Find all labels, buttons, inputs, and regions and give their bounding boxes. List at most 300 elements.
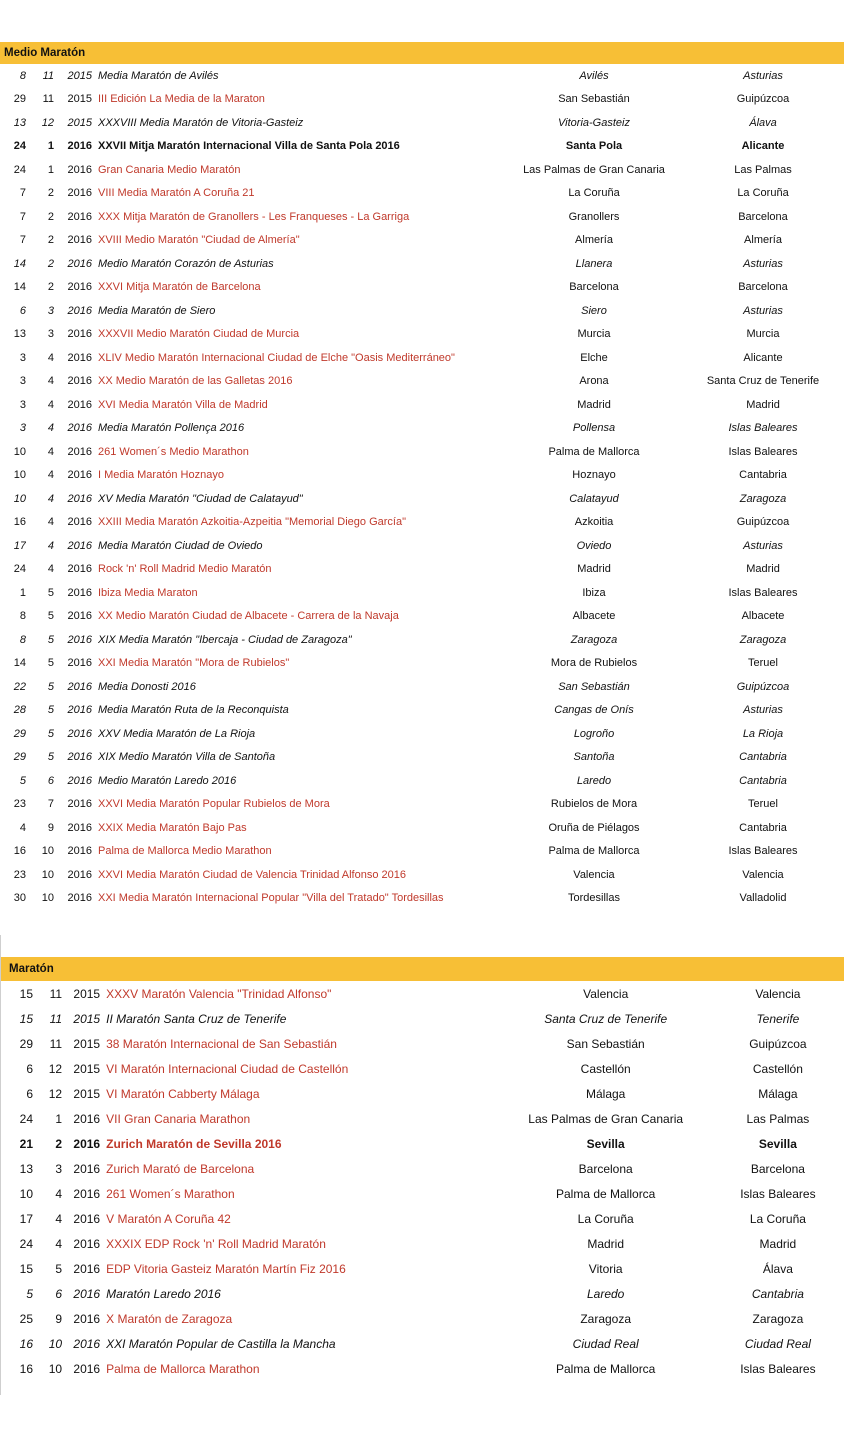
race-province: Asturias (743, 69, 783, 82)
race-city: Pollensa (572, 422, 616, 435)
race-city: Palma de Mallorca (555, 1186, 656, 1201)
race-name-link: Medio Maratón Laredo 2016 (98, 774, 237, 787)
race-month: 10 (41, 868, 54, 881)
race-month: 5 (47, 704, 54, 717)
half-marathon-section (0, 42, 844, 910)
race-city: Palma de Mallorca (548, 445, 640, 458)
section-header-half: Medio Maratón (0, 42, 844, 64)
race-year: 2016 (73, 1161, 101, 1176)
race-month: 1 (55, 1111, 63, 1126)
race-province: Asturias (743, 304, 783, 317)
race-day: 29 (13, 93, 26, 106)
race-name-link[interactable]: XLIV Medio Maratón Internacional Ciudad de Elche "Oasis Mediterráneo" (98, 351, 455, 364)
race-province: Alicante (741, 140, 785, 153)
race-province: Ciudad Real (744, 1336, 811, 1351)
race-row (0, 863, 844, 887)
race-city: Madrid (587, 1236, 625, 1251)
race-city: Ciudad Real (572, 1336, 639, 1351)
race-name-link[interactable]: 261 Women´s Medio Marathon (98, 445, 249, 458)
race-day: 6 (26, 1086, 34, 1101)
race-day: 16 (13, 845, 26, 858)
race-name-link: XIX Medio Maratón Villa de Santoña (98, 751, 276, 764)
race-city: Santoña (573, 751, 615, 764)
race-month: 4 (47, 516, 54, 529)
race-month: 2 (47, 281, 54, 294)
race-row (0, 299, 844, 323)
race-city: Elche (580, 351, 608, 364)
race-month: 6 (55, 1286, 63, 1301)
race-row (0, 64, 844, 88)
race-row (1, 1181, 844, 1206)
race-row (0, 605, 844, 629)
race-row (0, 534, 844, 558)
race-name-link: XXVII Mitja Maratón Internacional Villa de Santa Pola 2016 (98, 140, 400, 153)
race-name-link[interactable]: Zurich Marató de Barcelona (106, 1161, 255, 1176)
race-row (0, 558, 844, 582)
race-row (0, 346, 844, 370)
race-city: Ibiza (582, 586, 606, 599)
race-province: Barcelona (738, 281, 788, 294)
marathon-table (1, 981, 844, 1381)
race-year: 2016 (67, 304, 92, 317)
race-month: 4 (55, 1186, 63, 1201)
race-row (1, 1081, 844, 1106)
race-city: Hoznayo (572, 469, 616, 482)
race-row (0, 722, 844, 746)
race-name-link[interactable]: XXVI Media Maratón Ciudad de Valencia Trinidad Alfonso 2016 (98, 868, 406, 881)
race-year: 2016 (67, 422, 92, 435)
race-day: 4 (19, 821, 26, 834)
race-city: Las Palmas de Gran Canaria (523, 163, 665, 176)
race-name-link[interactable]: Rock 'n' Roll Madrid Medio Maratón (98, 563, 272, 576)
race-day: 17 (19, 1211, 34, 1226)
race-year: 2015 (67, 116, 92, 129)
race-city: La Coruña (577, 1211, 634, 1226)
race-month: 11 (42, 93, 54, 106)
race-name-link[interactable]: XVIII Medio Maratón "Ciudad de Almería" (98, 234, 300, 247)
race-year: 2016 (67, 163, 92, 176)
race-day: 29 (13, 727, 26, 740)
race-name-link: Media Maratón de Avilés (98, 69, 219, 82)
race-name-link[interactable]: I Media Maratón Hoznayo (98, 469, 224, 482)
race-name-link[interactable]: XXI Media Maratón "Mora de Rubielos" (98, 657, 290, 670)
race-row (0, 135, 844, 159)
race-day: 10 (13, 445, 26, 458)
race-province: Asturias (743, 539, 783, 552)
race-row (1, 1206, 844, 1231)
race-year: 2016 (67, 492, 92, 505)
race-city: Santa Pola (565, 140, 623, 153)
race-province: Islas Baleares (728, 845, 798, 858)
race-month: 1 (47, 140, 54, 153)
race-day: 7 (19, 234, 26, 247)
race-day: 13 (13, 328, 26, 341)
race-year: 2016 (67, 821, 92, 834)
race-city: Almería (575, 234, 613, 247)
race-month: 5 (55, 1261, 63, 1276)
race-month: 2 (47, 187, 54, 200)
race-month: 4 (47, 375, 54, 388)
race-year: 2016 (67, 398, 92, 411)
race-name-link: Media Maratón Ciudad de Oviedo (98, 539, 263, 552)
race-month: 3 (47, 304, 54, 317)
marathon-section (0, 935, 844, 1395)
race-province: Madrid (746, 563, 780, 576)
race-name-link[interactable]: III Edición La Media de la Maraton (98, 93, 265, 106)
race-day: 3 (19, 398, 26, 411)
race-province: Islas Baleares (728, 445, 798, 458)
race-name-link: XXV Media Maratón de La Rioja (98, 727, 256, 740)
race-year: 2016 (67, 516, 92, 529)
race-year: 2016 (73, 1261, 101, 1276)
race-row (0, 393, 844, 417)
race-row (0, 229, 844, 253)
race-row (0, 652, 844, 676)
race-month: 10 (48, 1336, 63, 1351)
race-city: Avilés (579, 69, 609, 82)
race-city: Albacete (572, 610, 616, 623)
race-day: 15 (19, 1011, 34, 1026)
race-city: Rubielos de Mora (550, 798, 638, 811)
race-city: Barcelona (569, 281, 619, 294)
race-day: 10 (19, 1186, 34, 1201)
race-province: Las Palmas (734, 163, 792, 176)
race-city: San Sebastián (558, 93, 630, 106)
race-name-link: Media Maratón Pollença 2016 (98, 422, 245, 435)
race-month: 3 (47, 328, 54, 341)
race-month: 4 (55, 1236, 63, 1251)
race-province: Guipúzcoa (749, 1036, 807, 1051)
race-month: 4 (47, 469, 54, 482)
race-row (0, 464, 844, 488)
race-province: Asturias (743, 257, 783, 270)
race-row (0, 88, 844, 112)
race-name-link[interactable]: XXXVII Medio Maratón Ciudad de Murcia (98, 328, 300, 341)
race-year: 2016 (73, 1111, 101, 1126)
race-name-link[interactable]: V Maratón A Coruña 42 (106, 1211, 231, 1226)
race-city: Palma de Mallorca (555, 1361, 656, 1376)
race-city: Castellón (580, 1061, 631, 1076)
race-row (0, 182, 844, 206)
race-city: Granollers (568, 210, 620, 223)
race-name-link[interactable]: XXX Mitja Maratón de Granollers - Les Franqueses - La Garriga (98, 210, 410, 223)
race-city: Barcelona (578, 1161, 633, 1176)
race-row (0, 793, 844, 817)
race-day: 17 (13, 539, 26, 552)
race-row (0, 511, 844, 535)
race-province: La Rioja (742, 727, 784, 740)
race-row (0, 158, 844, 182)
race-month: 10 (48, 1361, 63, 1376)
race-province: Islas Baleares (728, 422, 798, 435)
race-row (0, 417, 844, 441)
race-year: 2016 (67, 657, 92, 670)
race-name-link[interactable]: VI Maratón Cabberty Málaga (106, 1086, 260, 1101)
race-month: 5 (47, 751, 54, 764)
race-province: Zaragoza (739, 492, 787, 505)
race-province: Guipúzcoa (736, 93, 790, 106)
race-city: Santa Cruz de Tenerife (544, 1011, 668, 1026)
race-name-link[interactable]: VI Maratón Internacional Ciudad de Castellón (106, 1061, 349, 1076)
race-day: 13 (19, 1161, 34, 1176)
race-month: 10 (41, 892, 54, 905)
race-month: 11 (49, 1036, 63, 1051)
race-day: 8 (19, 69, 26, 82)
race-city: Calatayud (569, 492, 619, 505)
race-city: Arona (579, 375, 609, 388)
race-name-link[interactable]: XX Medio Maratón Ciudad de Albacete - Carrera de la Navaja (98, 610, 399, 623)
race-city: Laredo (586, 1286, 625, 1301)
race-name-link[interactable]: XXIII Media Maratón Azkoitia-Azpeitia "Memorial Diego García" (98, 516, 406, 529)
race-day: 24 (13, 163, 26, 176)
race-month: 4 (47, 445, 54, 458)
race-year: 2015 (73, 1061, 101, 1076)
race-name-link[interactable]: XXI Media Maratón Internacional Popular "Villa del Tratado" Tordesillas (98, 892, 444, 905)
race-day: 3 (19, 422, 26, 435)
race-day: 13 (13, 116, 26, 129)
race-city: Zaragoza (570, 633, 618, 646)
race-day: 28 (13, 704, 26, 717)
race-name-link[interactable]: X Maratón de Zaragoza (106, 1311, 233, 1326)
race-province: Islas Baleares (740, 1361, 816, 1376)
race-month: 9 (47, 821, 54, 834)
race-year: 2016 (67, 680, 92, 693)
race-name-link: Media Maratón Ruta de la Reconquista (98, 704, 289, 717)
race-year: 2016 (73, 1361, 101, 1376)
race-name-link[interactable]: VIII Media Maratón A Coruña 21 (98, 187, 255, 200)
race-name-link[interactable]: EDP Vitoria Gasteiz Maratón Martín Fiz 2016 (106, 1261, 346, 1276)
race-province: Cantabria (751, 1286, 804, 1301)
race-name-link[interactable]: XVI Media Maratón Villa de Madrid (98, 398, 268, 411)
race-row (1, 1131, 844, 1156)
race-name-link: XV Media Maratón "Ciudad de Calatayud" (98, 492, 303, 505)
race-row (1, 1306, 844, 1331)
race-day: 7 (19, 210, 26, 223)
race-province: Murcia (746, 328, 780, 341)
race-year: 2016 (73, 1311, 101, 1326)
race-province: Madrid (759, 1236, 797, 1251)
race-name-link[interactable]: Palma de Mallorca Medio Marathon (98, 845, 272, 858)
race-city: Vitoria-Gasteiz (558, 116, 630, 129)
race-month: 5 (47, 727, 54, 740)
race-province: Almería (744, 234, 782, 247)
race-name-link[interactable]: 261 Women´s Marathon (106, 1186, 235, 1201)
race-province: La Coruña (749, 1211, 806, 1226)
race-year: 2015 (73, 1011, 101, 1026)
race-province: Asturias (743, 704, 783, 717)
race-name-link[interactable]: 38 Maratón Internacional de San Sebastián (106, 1036, 337, 1051)
race-province: Cantabria (739, 469, 787, 482)
race-month: 5 (47, 657, 54, 670)
race-day: 3 (19, 375, 26, 388)
race-month: 2 (55, 1136, 63, 1151)
race-province: Barcelona (750, 1161, 805, 1176)
race-year: 2016 (67, 774, 92, 787)
race-day: 24 (19, 1111, 34, 1126)
race-year: 2016 (73, 1186, 101, 1201)
race-month: 5 (47, 610, 54, 623)
race-month: 4 (55, 1211, 63, 1226)
race-row (0, 370, 844, 394)
race-province: Tenerife (756, 1011, 800, 1026)
race-province: Castellón (752, 1061, 803, 1076)
race-day: 10 (13, 492, 26, 505)
race-name-link: Media Maratón de Siero (98, 304, 216, 317)
race-month: 2 (47, 210, 54, 223)
section-header-full: Maratón (1, 957, 844, 981)
race-city: San Sebastián (558, 680, 630, 693)
race-name-link[interactable]: XX Medio Maratón de las Galletas 2016 (98, 375, 293, 388)
race-province: Santa Cruz de Tenerife (706, 375, 820, 388)
race-day: 29 (19, 1036, 34, 1051)
race-month: 11 (42, 69, 54, 82)
race-day: 23 (13, 868, 26, 881)
race-row (0, 252, 844, 276)
race-month: 4 (47, 539, 54, 552)
race-day: 22 (13, 680, 26, 693)
race-province: Cantabria (739, 774, 787, 787)
race-month: 9 (55, 1311, 63, 1326)
race-name-link[interactable]: Zurich Maratón de Sevilla 2016 (106, 1136, 282, 1151)
race-year: 2016 (67, 328, 92, 341)
race-year: 2016 (67, 187, 92, 200)
race-row (0, 276, 844, 300)
race-month: 11 (49, 986, 63, 1001)
race-month: 5 (47, 680, 54, 693)
race-year: 2016 (67, 539, 92, 552)
race-year: 2016 (67, 727, 92, 740)
race-city: Madrid (577, 398, 611, 411)
race-day: 25 (19, 1311, 34, 1326)
race-day: 6 (26, 1061, 34, 1076)
race-city: San Sebastián (566, 1036, 645, 1051)
race-name-link: II Maratón Santa Cruz de Tenerife (106, 1011, 287, 1026)
race-day: 14 (13, 281, 26, 294)
race-province: Teruel (748, 798, 778, 811)
race-year: 2016 (67, 351, 92, 364)
race-province: Barcelona (738, 210, 788, 223)
race-day: 8 (19, 633, 26, 646)
race-year: 2016 (67, 469, 92, 482)
race-name-link[interactable]: XXIX Media Maratón Bajo Pas (98, 821, 247, 834)
race-year: 2016 (67, 586, 92, 599)
race-day: 3 (19, 351, 26, 364)
race-month: 2 (47, 234, 54, 247)
race-year: 2016 (67, 375, 92, 388)
race-province: Albacete (741, 610, 785, 623)
race-row (1, 1281, 844, 1306)
race-name-link[interactable]: XXVI Media Maratón Popular Rubielos de Mora (98, 798, 330, 811)
race-month: 11 (49, 1011, 63, 1026)
race-name-link[interactable]: XXXV Maratón Valencia "Trinidad Alfonso" (106, 986, 332, 1001)
race-row (0, 323, 844, 347)
race-day: 23 (13, 798, 26, 811)
race-province: Valladolid (739, 892, 787, 905)
race-month: 4 (47, 492, 54, 505)
race-name-link[interactable]: XXVI Mitja Maratón de Barcelona (98, 281, 261, 294)
race-day: 15 (19, 986, 34, 1001)
race-city: Madrid (577, 563, 611, 576)
race-row (0, 487, 844, 511)
race-city: Siero (581, 304, 607, 317)
race-month: 5 (47, 633, 54, 646)
race-name-link: XIX Media Maratón "Ibercaja - Ciudad de Zaragoza" (98, 633, 352, 646)
race-province: Sevilla (758, 1136, 797, 1151)
race-city: Azkoitia (574, 516, 614, 529)
race-row (0, 816, 844, 840)
race-year: 2016 (73, 1336, 101, 1351)
race-row (1, 1331, 844, 1356)
race-row (1, 1356, 844, 1381)
race-day: 16 (19, 1336, 34, 1351)
race-row (0, 205, 844, 229)
race-row (1, 1006, 844, 1031)
race-row (1, 1156, 844, 1181)
race-day: 5 (26, 1286, 34, 1301)
race-city: Logroño (573, 727, 615, 740)
race-province: Zaragoza (739, 633, 787, 646)
race-month: 4 (47, 398, 54, 411)
race-row (0, 675, 844, 699)
race-year: 2016 (67, 704, 92, 717)
race-province: Madrid (746, 398, 780, 411)
race-province: Zaragoza (752, 1311, 804, 1326)
race-name-link[interactable]: VII Gran Canaria Marathon (106, 1111, 251, 1126)
race-row (0, 699, 844, 723)
race-name-link: Media Donosti 2016 (98, 680, 196, 693)
race-province: Guipúzcoa (736, 680, 790, 693)
race-name-link[interactable]: Palma de Mallorca Marathon (106, 1361, 260, 1376)
race-month: 6 (47, 774, 54, 787)
race-row (0, 887, 844, 911)
race-name-link[interactable]: XXXIX EDP Rock 'n' Roll Madrid Maratón (106, 1236, 326, 1251)
race-year: 2015 (67, 69, 92, 82)
race-row (1, 1106, 844, 1131)
race-city: Palma de Mallorca (548, 845, 640, 858)
race-month: 4 (47, 422, 54, 435)
race-year: 2016 (67, 281, 92, 294)
race-city: Oruña de Piélagos (548, 821, 640, 834)
race-year: 2016 (67, 868, 92, 881)
race-year: 2016 (67, 563, 92, 576)
race-name-link: XXI Maratón Popular de Castilla la Mancha (106, 1336, 336, 1351)
race-month: 12 (41, 116, 54, 129)
race-name-link[interactable]: Gran Canaria Medio Maratón (98, 163, 241, 176)
race-year: 2016 (67, 845, 92, 858)
race-city: Oviedo (576, 539, 612, 552)
race-city: Mora de Rubielos (550, 657, 638, 670)
race-province: Málaga (758, 1086, 798, 1101)
race-row (1, 1256, 844, 1281)
race-month: 4 (47, 351, 54, 364)
race-year: 2016 (67, 633, 92, 646)
race-city: Valencia (573, 868, 615, 881)
race-year: 2016 (67, 751, 92, 764)
race-name-link: Medio Maratón Corazón de Asturias (98, 257, 274, 270)
race-year: 2016 (73, 1136, 101, 1151)
race-name-link[interactable]: Ibiza Media Maraton (98, 586, 198, 599)
race-province: Valencia (755, 986, 801, 1001)
race-day: 6 (19, 304, 26, 317)
race-year: 2015 (73, 1036, 101, 1051)
race-city: Murcia (577, 328, 611, 341)
race-day: 7 (19, 187, 26, 200)
race-city: Valencia (583, 986, 629, 1001)
race-row (0, 111, 844, 135)
race-day: 24 (19, 1236, 34, 1251)
race-city: Cangas de Onís (554, 704, 634, 717)
race-province: Álava (762, 1261, 793, 1276)
